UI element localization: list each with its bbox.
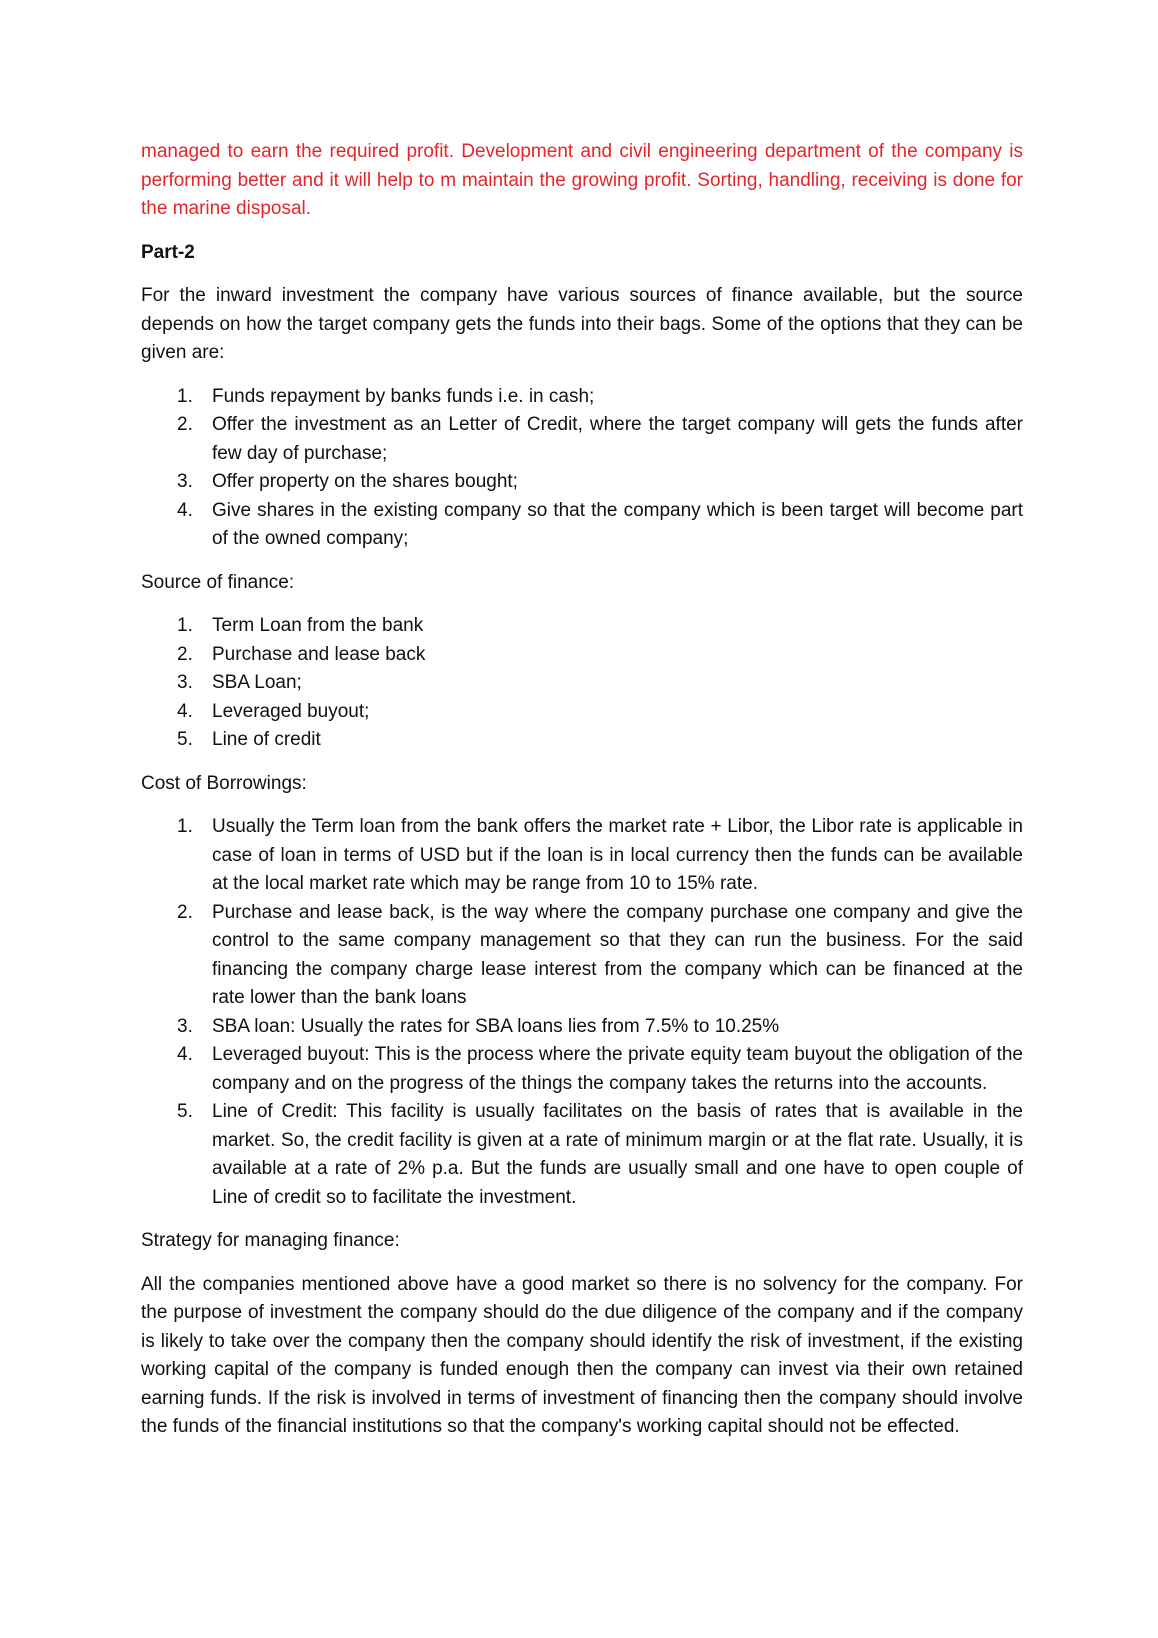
intro-red-paragraph: managed to earn the required profit. Development and civil engineering department of the company is performing better and it will help to m maintain the growing profit. Sorting, handling, receiving is done for the marine disposal. [141,141,1023,219]
cost-of-borrowings-list [141,813,1023,1212]
list-item: 3. SBA loan: Usually the rates for SBA loans lies from 7.5% to 10.25% [177,1015,780,1037]
list-item: 1. Funds repayment by banks funds i.e. in cash; [177,385,595,407]
list-item: 4. Give shares in the existing company so that the company which is been target will become part of the owned company; [177,499,1023,549]
list-item: 2. Purchase and lease back, is the way where the company purchase one company and give the control to the same company management so that they can run the business. For the said financing the company charge lease interest from the company which can be financed at the rate lower than the bank loans [177,901,1023,1008]
list-item: 5. Line of Credit: This facility is usually facilitates on the basis of rates that is available in the market. So, the credit facility is given at a rate of minimum margin or at the flat rate. Usually, it is available at a rate of 2% p.a. But the funds are usually small and one have to open couple of Line of credit so to facilitate the investment. [177,1101,1023,1208]
list-item: 2. Purchase and lease back [177,643,426,665]
strategy-heading: Strategy for managing finance: [141,1230,400,1251]
source-of-finance-heading: Source of finance: [141,571,295,593]
document-page [141,138,1023,1442]
list-item: 3. SBA Loan; [177,672,302,693]
list-item: 4. Leveraged buyout; [177,700,370,722]
list-item: 1. Usually the Term loan from the bank offers the market rate + Libor, the Libor rate is applicable in case of loan in terms of USD but if the loan is in local currency then the funds can be available at the local market rate which may be range from 10 to 15% rate. [177,816,1023,894]
list-item: 5. Line of credit [177,729,321,750]
cost-of-borrowings-heading: Cost of Borrowings: [141,772,307,794]
source-of-finance-list [141,612,1023,755]
inward-investment-paragraph: For the inward investment the company have various sources of finance available, but the source depends on how the target company gets the funds into their bags. Some of the options that they can be given are: [141,285,1023,363]
list-item: 4. Leveraged buyout: This is the process where the private equity team buyout the obligation of the company and on the progress of the things the company takes the returns into the accounts. [177,1044,1023,1094]
list-item: 3. Offer property on the shares bought; [177,471,518,492]
strategy-paragraph: All the companies mentioned above have a good market so there is no solvency for the company. For the purpose of investment the company should do the due diligence of the company and if the company is likely to take over the company then the company should identify the risk of investment, if the existing working capital of the company is funded enough then the company can invest via their own retained earning funds. If the risk is involved in terms of investment of financing then the company should involve the funds of the financial institutions so that the company's working capital should not be effected. [141,1273,1023,1437]
part-heading: Part-2 [141,241,195,263]
investment-options-list [141,383,1023,554]
list-item: 2. Offer the investment as an Letter of Credit, where the target company will gets the funds after few day of purchase; [177,414,1023,464]
list-item: 1. Term Loan from the bank [177,615,424,636]
